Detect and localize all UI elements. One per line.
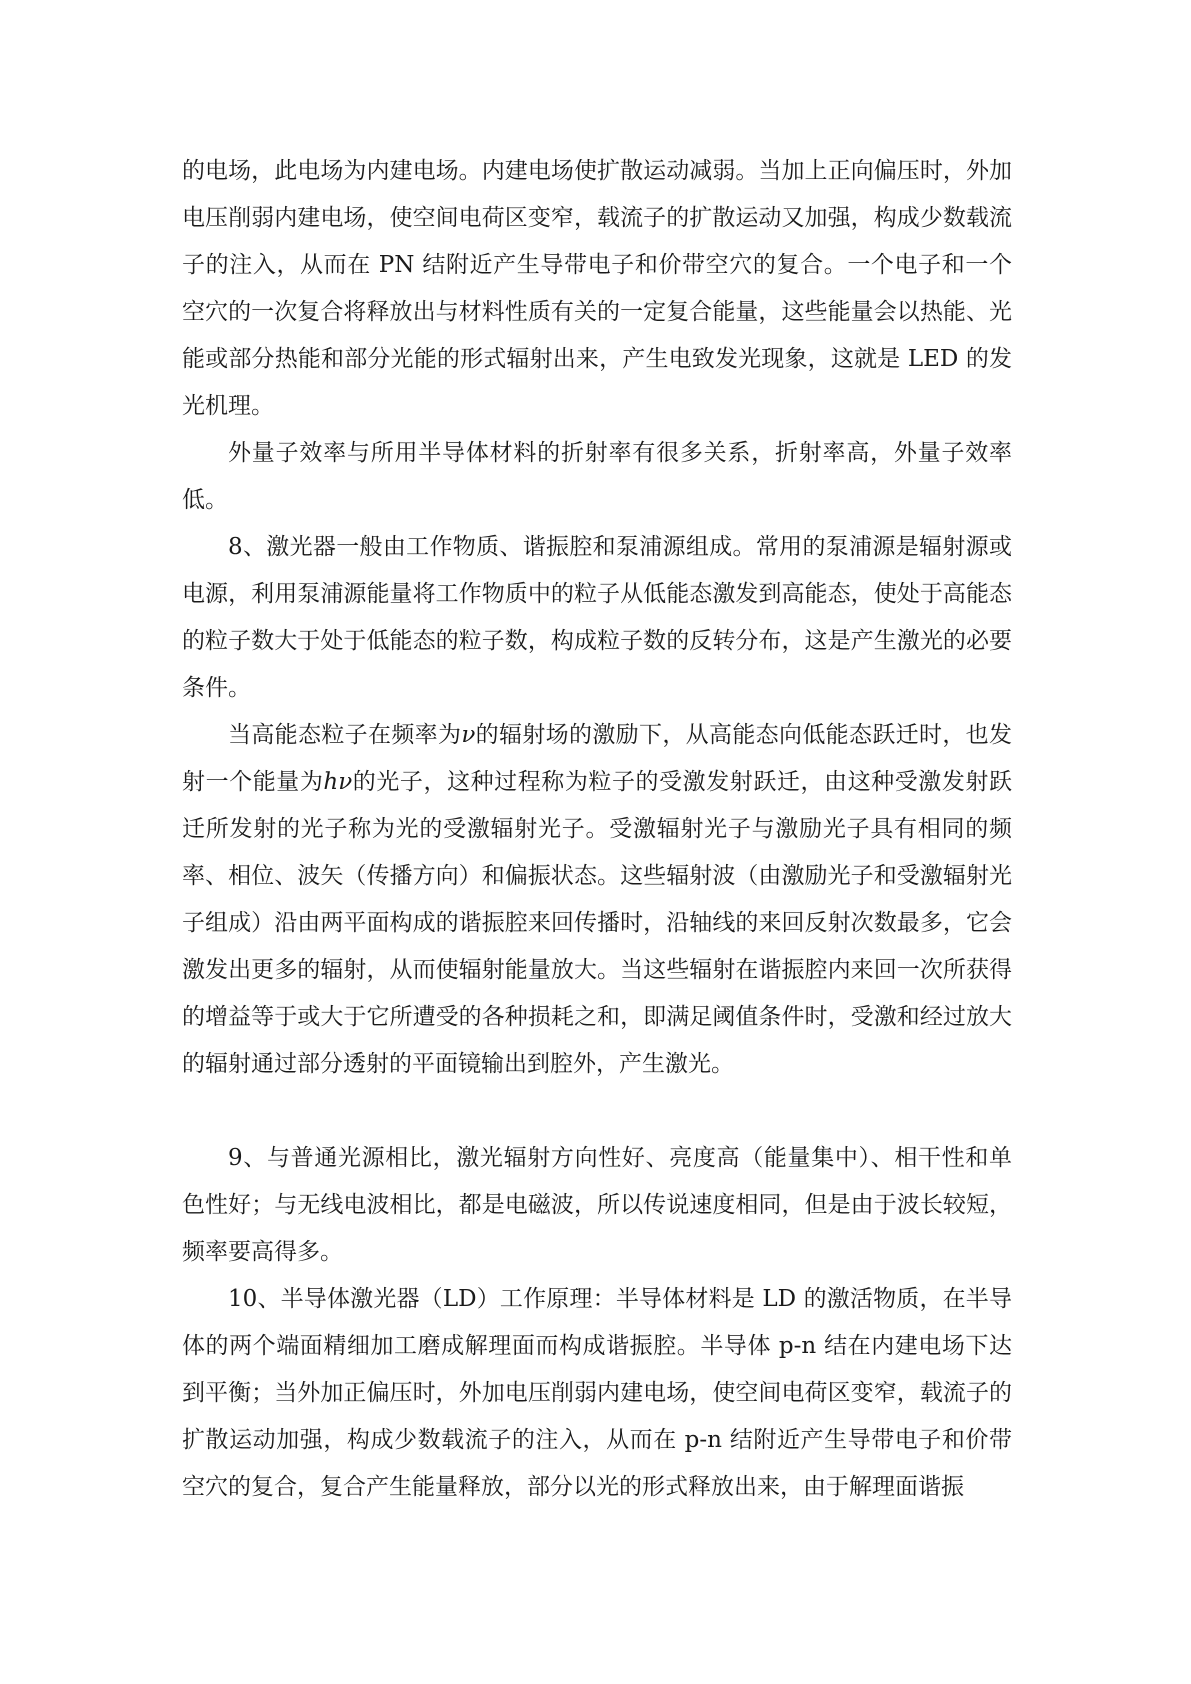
text-segment: 的辐射场的激励下，从高能态向低能态跃迁时，也发射一个能量为 [182, 722, 1013, 795]
math-symbol-nu: ν [461, 722, 476, 748]
paragraph-spacer [182, 1088, 1012, 1135]
paragraph-stimulated-emission [182, 712, 1012, 1088]
paragraph-laser-vs-light-source: 9、与普通光源相比，激光辐射方向性好、亮度高（能量集中）、相干性和单色性好；与无线电波相比，都是电磁波，所以传说速度相同，但是由于波长较短，频率要高得多。 [182, 1145, 1012, 1265]
math-symbol-h-nu: hν [323, 769, 353, 795]
text-segment: 的光子，这种过程称为粒子的受激发射跃迁，由这种受激发射跃迁所发射的光子称为光的受激辐射光子。受激辐射光子与激励光子具有相同的频率、相位、波矢（传播方向）和偏振状态。这些辐射波（由激励光子和受激辐射光子组成）沿由两平面构成的谐振腔来回传播时，沿轴线的来回反射次数最多，它会激发出更多的辐射，从而使辐射能量放大。当这些辐射在谐振腔内来回一次所获得的增益等于或大于它所遭受的各种损耗之和，即满足阈值条件时，受激和经过放大的辐射通过部分透射的平面镜输出到腔外，产生激光。 [182, 769, 1013, 1077]
paragraph-external-quantum-efficiency: 外量子效率与所用半导体材料的折射率有很多关系，折射率高，外量子效率低。 [182, 440, 1012, 513]
paragraph-led-mechanism: 的电场，此电场为内建电场。内建电场使扩散运动减弱。当加上正向偏压时，外加电压削弱内建电场，使空间电荷区变窄，载流子的扩散运动又加强，构成少数载流子的注入，从而在 PN 结附近产生导带电子和价带空穴的复合。一个电子和一个空穴的一次复合将释放出与材料性质有关的一定复合能量，这些能量会以热能、光能或部分热能和部分光能的形式辐射出来，产生电致发光现象，这就是 LED 的发光机理。 [182, 158, 1012, 419]
text-segment: 当高能态粒子在频率为 [228, 722, 462, 748]
document-body [182, 148, 1012, 1511]
paragraph-laser-composition: 8、激光器一般由工作物质、谐振腔和泵浦源组成。常用的泵浦源是辐射源或电源，利用泵浦源能量将工作物质中的粒子从低能态激发到高能态，使处于高能态的粒子数大于处于低能态的粒子数，构成粒子数的反转分布，这是产生激光的必要条件。 [182, 534, 1012, 701]
paragraph-semiconductor-laser-principle: 10、半导体激光器（LD）工作原理：半导体材料是 LD 的激活物质，在半导体的两个端面精细加工磨成解理面而构成谐振腔。半导体 p-n 结在内建电场下达到平衡；当外加正偏压时，外加电压削弱内建电场，使空间电荷区变窄，载流子的扩散运动加强，构成少数载流子的注入，从而在 p-n 结附近产生导带电子和价带空穴的复合，复合产生能量释放，部分以光的形式释放出来，由于解理面谐振 [182, 1286, 1012, 1500]
